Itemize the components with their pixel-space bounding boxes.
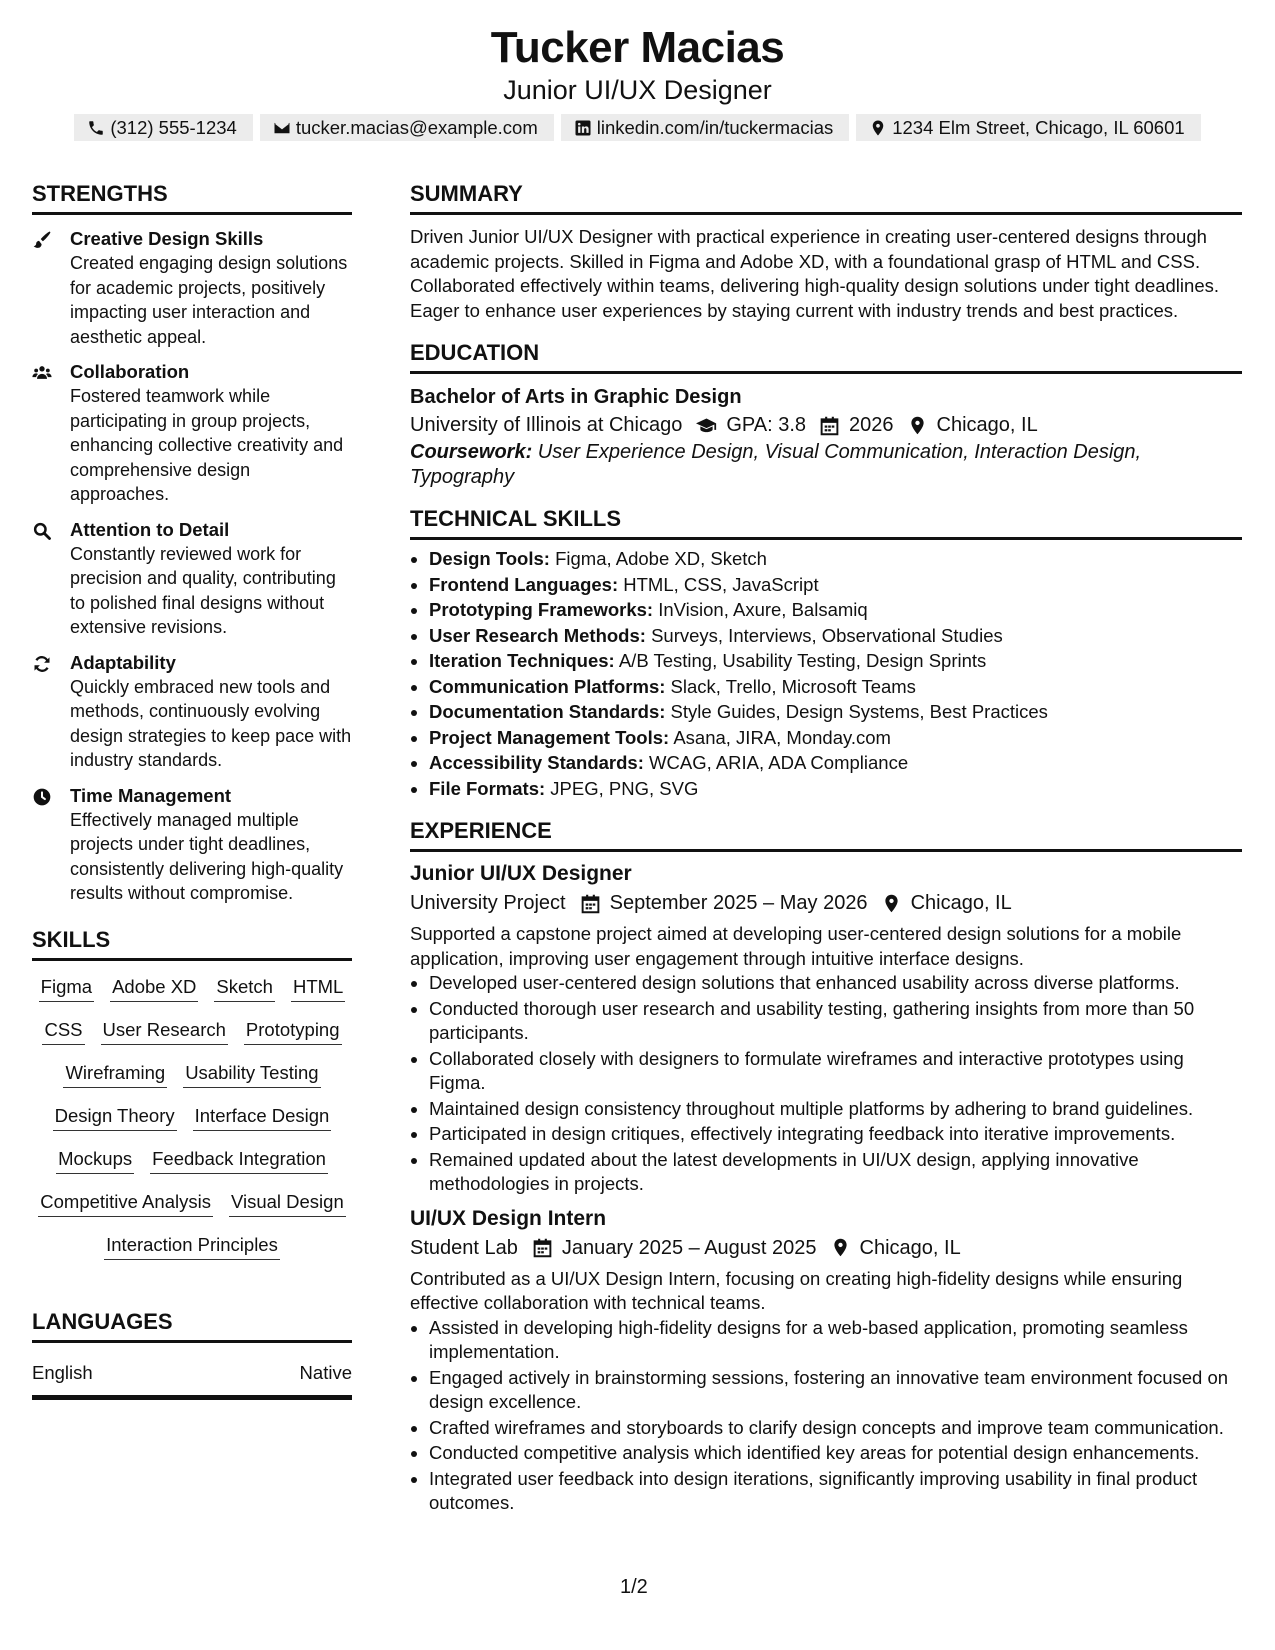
technical-skill-item xyxy=(429,572,1242,598)
job-bullet: • Crafted wireframes and storyboards to clarify design concepts and improve team communication. xyxy=(429,1416,1242,1441)
job-bullet: • Maintained design consistency throughout multiple platforms by adhering to brand guidelines. xyxy=(429,1097,1242,1122)
technical-skill-label: File Formats: xyxy=(429,777,546,799)
skill-tag: Interaction Principles xyxy=(104,1233,280,1260)
job-bullet: • Engaged actively in brainstorming sessions, fostering an innovative team environment focused on design excellence. xyxy=(429,1366,1242,1415)
main-column xyxy=(410,180,1242,1517)
strength-title: Adaptability xyxy=(70,651,176,673)
school-name: University of Illinois at Chicago xyxy=(410,414,683,436)
strength-desc: Effectively managed multiple projects under tight deadlines, consistently delivering high-quality results without compromise. xyxy=(70,809,344,903)
location-pin-icon xyxy=(907,415,928,436)
skill-tag: Sketch xyxy=(214,975,275,1002)
job-title: Junior UI/UX Designer xyxy=(410,862,632,885)
strengths-list xyxy=(32,227,352,906)
technical-skill-label: Prototyping Frameworks: xyxy=(429,599,654,620)
strength-title: Attention to Detail xyxy=(70,518,230,540)
language-row xyxy=(32,1361,352,1400)
language-level: Native xyxy=(299,1361,352,1383)
location-pin-icon xyxy=(869,119,887,137)
technical-skill-value: JPEG, PNG, SVG xyxy=(545,777,699,799)
skill-tag: Design Theory xyxy=(53,1104,177,1131)
contact-linkedin[interactable] xyxy=(561,114,849,141)
calendar-icon xyxy=(580,893,601,914)
technical-skill-value: HTML, CSS, JavaScript xyxy=(618,573,819,595)
location-pin-icon xyxy=(881,893,902,914)
envelope-icon xyxy=(273,119,291,137)
skill-tag: Feedback Integration xyxy=(150,1147,328,1174)
technical-skill-value: A/B Testing, Usability Testing, Design Sprints xyxy=(614,650,987,671)
technical-skill-item xyxy=(429,648,1242,674)
coursework-label: Coursework: xyxy=(410,441,533,463)
job-title: UI/UX Design Intern xyxy=(410,1206,607,1230)
strength-item xyxy=(32,518,352,640)
strength-desc: Created engaging design solutions for academic projects, positively impacting user interaction and aesthetic appeal. xyxy=(70,253,348,347)
skills-tags xyxy=(32,975,352,1260)
summary-heading: SUMMARY xyxy=(410,180,1242,215)
technical-skill-item xyxy=(429,546,1242,572)
technical-skills-heading: TECHNICAL SKILLS xyxy=(410,505,1242,540)
strength-title: Creative Design Skills xyxy=(70,228,264,249)
technical-skill-label: User Research Methods: xyxy=(429,624,646,646)
technical-skill-value: WCAG, ARIA, ADA Compliance xyxy=(643,752,909,773)
skill-tag: Figma xyxy=(39,975,94,1002)
skill-tag: CSS xyxy=(42,1018,84,1045)
experience-list xyxy=(410,860,1242,1516)
technical-skill-label: Frontend Languages: xyxy=(429,573,619,595)
job-description: Supported a capstone project aimed at developing user-centered design solutions for a mobile application, improving user engagement through intuitive interface designs. xyxy=(410,923,1182,969)
job-org: University Project xyxy=(410,892,566,914)
job-bullet: • Remained updated about the latest developments in UI/UX design, applying innovative methodologies in projects. xyxy=(429,1148,1242,1197)
job-bullets xyxy=(410,971,1242,1197)
technical-skill-item xyxy=(429,699,1242,725)
page-number: 1/2 xyxy=(620,1576,648,1598)
skill-tag: Mockups xyxy=(56,1147,134,1174)
resume-header xyxy=(0,22,1275,141)
education-heading: EDUCATION xyxy=(410,339,1242,374)
contact-phone-text: (312) 555-1234 xyxy=(110,117,237,138)
technical-skill-value: Surveys, Interviews, Observational Studies xyxy=(645,624,1003,646)
contact-address-text: 1234 Elm Street, Chicago, IL 60601 xyxy=(892,117,1185,138)
skill-tag: Interface Design xyxy=(193,1104,332,1131)
skills-section xyxy=(32,926,352,1260)
job-dates: September 2025 – May 2026 xyxy=(609,892,868,914)
technical-skill-item xyxy=(429,674,1242,700)
job-location: Chicago, IL xyxy=(910,892,1012,914)
sidebar xyxy=(32,180,352,1400)
skill-tag: Usability Testing xyxy=(183,1061,320,1088)
technical-skills-list xyxy=(410,546,1242,801)
graduation-cap-icon xyxy=(696,415,717,436)
linkedin-icon xyxy=(574,119,592,137)
gpa: GPA: 3.8 xyxy=(726,414,807,436)
job-org: Student Lab xyxy=(410,1236,518,1259)
job-bullet: • Conducted competitive analysis which identified key areas for potential design enhancements. xyxy=(429,1441,1242,1466)
degree-title: Bachelor of Arts in Graphic Design xyxy=(410,386,742,408)
languages-section xyxy=(32,1308,352,1400)
technical-skill-label: Documentation Standards: xyxy=(429,701,666,722)
technical-skill-item xyxy=(429,776,1242,802)
strength-title: Collaboration xyxy=(70,361,190,382)
experience-heading: EXPERIENCE xyxy=(410,817,1242,852)
technical-skill-value: Asana, JIRA, Monday.com xyxy=(669,726,891,748)
technical-skill-label: Accessibility Standards: xyxy=(429,752,644,773)
job-bullet: • Collaborated closely with designers to formulate wireframes and interactive prototypes using Figma. xyxy=(429,1047,1242,1096)
job-entry xyxy=(410,860,1242,1197)
candidate-name: Tucker Macias xyxy=(490,23,785,72)
job-description: Contributed as a UI/UX Design Intern, focusing on creating high-fidelity designs while ensuring effective collaboration with technical teams. xyxy=(410,1267,1183,1313)
language-name: English xyxy=(32,1361,93,1383)
summary-text: Driven Junior UI/UX Designer with practical experience in creating user-centered designs through academic projects. Skilled in Figma and Adobe XD, with a foundational grasp of HTML and CSS. Collaborated effectively within teams, delivering high-quality design solutions under tight deadlines. Eager to enhance user experiences by staying current with industry trends and best practices. xyxy=(410,226,1219,321)
graduation-year: 2026 xyxy=(849,414,894,436)
phone-icon xyxy=(87,119,105,137)
calendar-icon xyxy=(819,415,840,436)
strength-desc: Constantly reviewed work for precision and quality, contributing to polished final designs without extensive revisions. xyxy=(70,543,336,637)
technical-skill-value: Slack, Trello, Microsoft Teams xyxy=(665,675,916,697)
technical-skill-label: Iteration Techniques: xyxy=(429,650,615,671)
job-bullet: • Assisted in developing high-fidelity designs for a web-based application, promoting seamless implementation. xyxy=(429,1316,1242,1365)
skill-tag: Competitive Analysis xyxy=(38,1190,213,1217)
location-pin-icon xyxy=(830,1237,851,1258)
paintbrush-icon xyxy=(32,230,52,250)
strengths-heading: STRENGTHS xyxy=(32,180,352,215)
calendar-icon xyxy=(532,1237,553,1258)
job-entry xyxy=(410,1205,1242,1516)
technical-skill-item xyxy=(429,750,1242,776)
strength-item xyxy=(32,784,352,906)
contact-phone[interactable] xyxy=(74,114,253,141)
technical-skill-item xyxy=(429,623,1242,649)
job-location: Chicago, IL xyxy=(859,1236,961,1259)
candidate-title: Junior UI/UX Designer xyxy=(503,75,772,105)
coursework xyxy=(410,440,1242,489)
skill-tag: Visual Design xyxy=(229,1190,346,1217)
languages-heading: LANGUAGES xyxy=(32,1308,352,1343)
skill-tag: HTML xyxy=(291,975,345,1002)
contact-bar xyxy=(0,114,1275,141)
job-meta xyxy=(410,1233,1242,1263)
clock-icon xyxy=(32,787,52,807)
technical-skill-value: InVision, Axure, Balsamiq xyxy=(653,599,868,620)
education-location: Chicago, IL xyxy=(936,414,1038,436)
strength-item xyxy=(32,360,352,507)
job-bullet: • Participated in design critiques, effectively integrating feedback into iterative improvements. xyxy=(429,1122,1242,1147)
coursework-list: User Experience Design, Visual Communication, Interaction Design, Typography xyxy=(410,441,1142,488)
strength-desc: Fostered teamwork while participating in group projects, enhancing collective creativity and comprehensive design approaches. xyxy=(70,386,344,504)
job-dates: January 2025 – August 2025 xyxy=(561,1236,817,1259)
technical-skill-label: Communication Platforms: xyxy=(429,675,666,697)
strength-desc: Quickly embraced new tools and methods, continuously evolving design strategies to keep pace with industry standards. xyxy=(70,676,352,770)
contact-email[interactable] xyxy=(260,114,554,141)
strength-item xyxy=(32,651,352,773)
technical-skill-value: Style Guides, Design Systems, Best Practices xyxy=(665,701,1048,722)
contact-linkedin-text: linkedin.com/in/tuckermacias xyxy=(596,117,834,138)
job-bullet: • Conducted thorough user research and usability testing, gathering insights from more than 50 participants. xyxy=(429,997,1242,1046)
technical-skill-value: Figma, Adobe XD, Sketch xyxy=(549,548,767,569)
education-meta xyxy=(410,410,1242,440)
skills-heading: SKILLS xyxy=(32,926,352,961)
strength-item xyxy=(32,227,352,349)
skill-tag: Wireframing xyxy=(63,1061,167,1088)
skill-tag: Prototyping xyxy=(244,1018,342,1045)
job-bullet: • Developed user-centered design solutions that enhanced usability across diverse platforms. xyxy=(429,971,1242,996)
users-icon xyxy=(32,363,52,383)
technical-skill-label: Design Tools: xyxy=(429,548,550,569)
contact-address xyxy=(856,114,1200,141)
technical-skill-item xyxy=(429,725,1242,751)
skill-tag: Adobe XD xyxy=(110,975,198,1002)
job-bullet: • Integrated user feedback into design iterations, significantly improving usability in final product outcomes. xyxy=(429,1467,1242,1516)
technical-skill-label: Project Management Tools: xyxy=(429,726,670,748)
job-meta xyxy=(410,888,1242,918)
refresh-icon xyxy=(32,654,52,674)
contact-email-text: tucker.macias@example.com xyxy=(295,117,538,138)
strength-title: Time Management xyxy=(70,784,232,806)
job-bullets xyxy=(410,1316,1242,1516)
technical-skill-item xyxy=(429,597,1242,623)
search-icon xyxy=(32,521,52,541)
skill-tag: User Research xyxy=(101,1018,228,1045)
